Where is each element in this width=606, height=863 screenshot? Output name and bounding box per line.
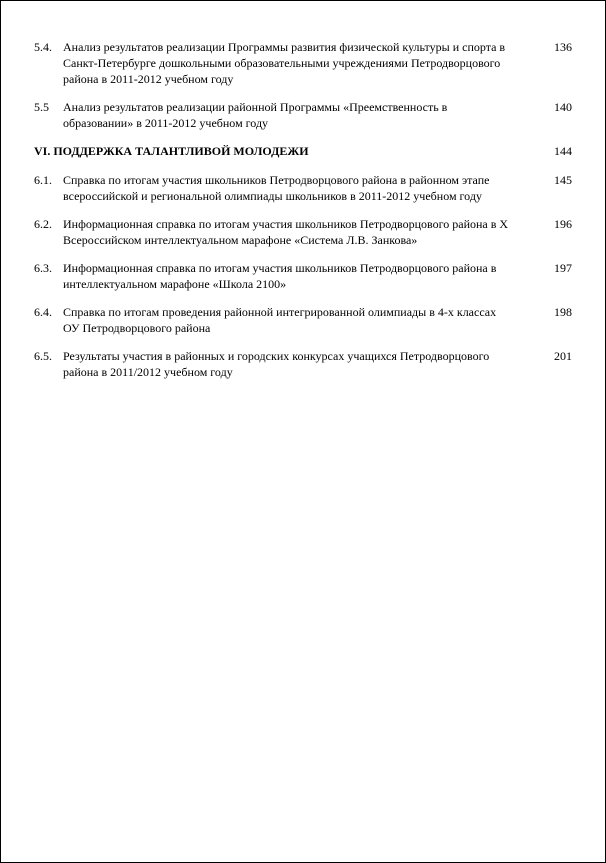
toc-entry-title: Информационная справка по итогам участия школьников Петродворцового района в интеллектуальном марафоне «Школа 2100»: [63, 261, 497, 291]
toc-entry-number: 6.3.: [34, 261, 52, 275]
toc-entry-page: 198: [554, 305, 572, 319]
toc-entry-title: Анализ результатов реализации районной Программы «Преемственность в образовании» в 2011-2012 учебном году: [63, 100, 448, 130]
toc-entry-title: Справка по итогам проведения районной интегрированной олимпиады в 4-х классах ОУ Петродворцового района: [63, 305, 497, 335]
toc-entry-6-1: [34, 172, 574, 204]
toc-entry-6-3: [34, 260, 574, 292]
toc-entry-6-5: [34, 348, 574, 380]
toc-entry-page: 197: [554, 261, 572, 275]
toc-entry-title: Информационная справка по итогам участия школьников Петродворцового района в X Всероссийском интеллектуальном марафоне «Система Л.В. Занкова»: [63, 217, 509, 247]
toc-entry-6-4: [34, 304, 574, 336]
toc-entry-number: 5.5: [34, 100, 49, 114]
toc-entry-number: 6.1.: [34, 173, 52, 187]
table-of-contents: [34, 39, 574, 392]
toc-entry-6-2: [34, 216, 574, 248]
toc-entry-title: Справка по итогам участия школьников Петродворцового района в районном этапе всероссийской и региональной олимпиады школьников в 2011-2012 учебном году: [63, 173, 490, 203]
toc-entry-title: Результаты участия в районных и городских конкурсах учащихся Петродворцового района в 2011/2012 учебном году: [63, 349, 490, 379]
toc-entry-page: 196: [554, 217, 572, 231]
toc-entry-number: 5.4.: [34, 40, 52, 54]
toc-entry-5-4: [34, 39, 574, 87]
toc-entry-page: 145: [554, 173, 572, 187]
toc-section-heading: [34, 143, 574, 159]
toc-entry-page: 201: [554, 349, 572, 363]
toc-section-title: VI. ПОДДЕРЖКА ТАЛАНТЛИВОЙ МОЛОДЕЖИ: [34, 144, 309, 158]
toc-entry-number: 6.2.: [34, 217, 52, 231]
toc-entry-title: Анализ результатов реализации Программы развития физической культуры и спорта в Санкт-Петербурге дошкольными образовательными учреждениями Петродворцового района в 2011-2012 учебном году: [63, 40, 506, 86]
toc-entry-number: 6.4.: [34, 305, 52, 319]
toc-entry-page: 140: [554, 100, 572, 114]
toc-section-page: 144: [554, 144, 572, 158]
toc-entry-5-5: [34, 99, 574, 131]
toc-entry-number: 6.5.: [34, 349, 52, 363]
toc-entry-page: 136: [554, 40, 572, 54]
